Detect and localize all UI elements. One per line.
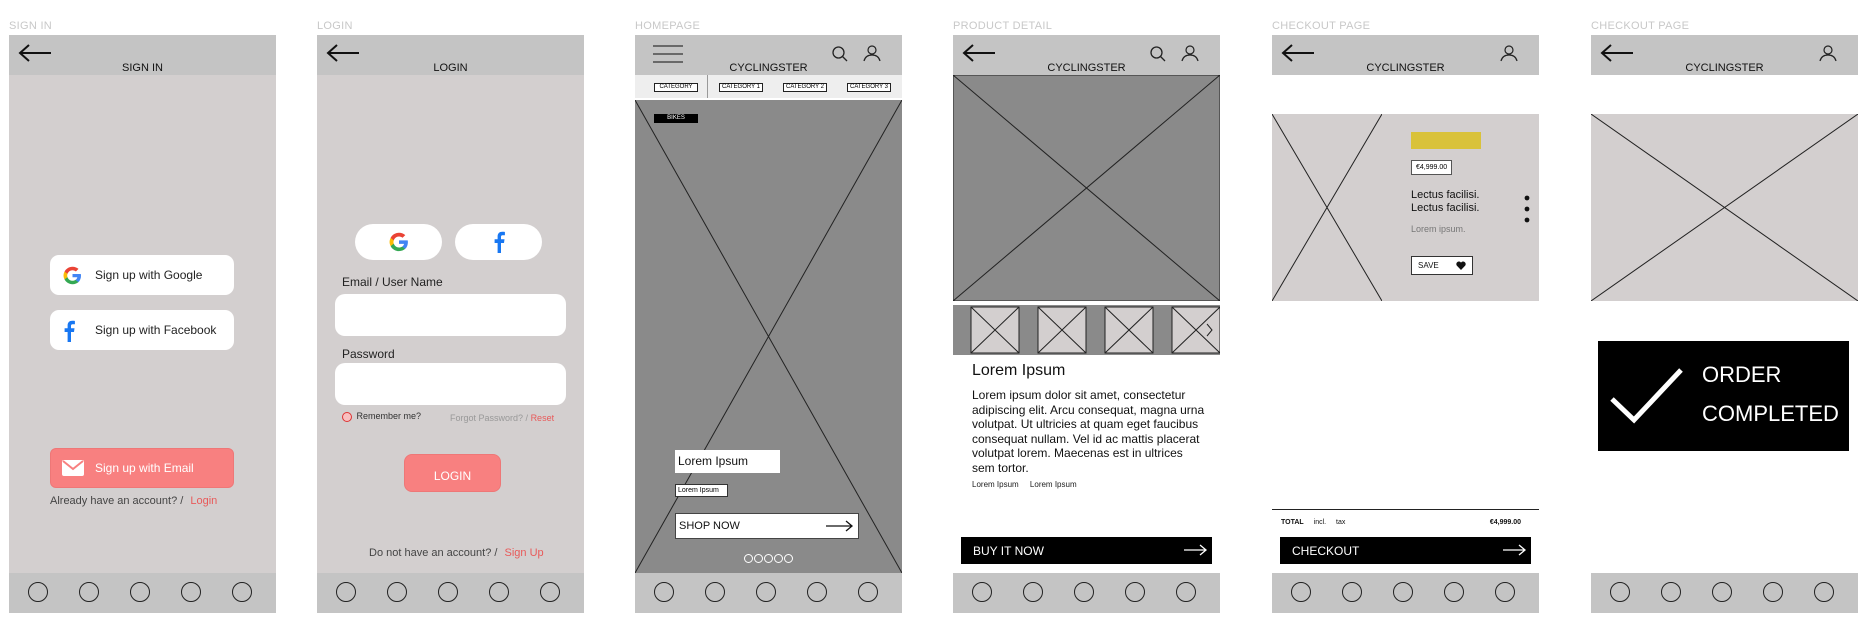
page-title: SIGN IN <box>122 62 163 74</box>
buy-now-button[interactable] <box>961 537 1212 564</box>
login-screen <box>317 35 584 613</box>
email-signup-label: Sign up with Email <box>95 461 194 475</box>
item-title-line-1: Lectus facilisi. <box>1411 189 1480 201</box>
facebook-signup-label: Sign up with Facebook <box>95 323 217 337</box>
brand-title: CYCLINGSTER <box>1047 62 1126 74</box>
email-label: Email / User Name <box>342 275 443 289</box>
item-price: €4,999.00 <box>1411 160 1452 175</box>
order-completed-text <box>1702 355 1839 433</box>
already-account-label: Already have an account? / <box>50 495 184 507</box>
item-title-line-2: Lectus facilisi. <box>1411 202 1480 214</box>
nav-dot-icon[interactable] <box>438 582 458 602</box>
cart-item-card <box>1272 114 1539 301</box>
nav-dot-icon[interactable] <box>1023 582 1043 602</box>
nav-dot-icon[interactable] <box>705 582 725 602</box>
nav-dot-icon[interactable] <box>1444 582 1464 602</box>
total-row <box>1281 519 1345 526</box>
category-tab[interactable]: CATEGORY 3 <box>847 83 891 92</box>
nav-dot-icon[interactable] <box>232 582 252 602</box>
price-tag-highlight <box>1411 132 1481 149</box>
nav-dot-icon[interactable] <box>336 582 356 602</box>
user-icon[interactable] <box>1500 44 1518 62</box>
google-icon <box>388 231 410 253</box>
product-description: Lorem ipsum dolor sit amet, consectetur adipiscing elit. Arcu consequat, magna urna volutpat. Ut ultricies at quam eget faucibus consequat nullam. Vel id ac mattis placerat volutpat lorem. Maecenas est in ultrices sem tortor. <box>972 388 1205 475</box>
hero-heading: Lorem Ipsum <box>675 450 780 473</box>
shop-now-button[interactable] <box>675 513 859 539</box>
facebook-icon <box>62 320 76 342</box>
save-button[interactable] <box>1411 256 1473 275</box>
label-checkout-page-2: CHECKOUT PAGE <box>1591 20 1690 32</box>
order-completed-line-1: ORDER <box>1702 362 1782 387</box>
nav-dot-icon[interactable] <box>1661 582 1681 602</box>
nav-dot-icon[interactable] <box>540 582 560 602</box>
nav-dot-icon[interactable] <box>79 582 99 602</box>
nav-dot-icon[interactable] <box>130 582 150 602</box>
carousel-dot[interactable] <box>764 554 773 563</box>
password-label: Password <box>342 347 395 361</box>
facebook-icon <box>492 231 506 253</box>
label-checkout-page: CHECKOUT PAGE <box>1272 20 1371 32</box>
nav-dot-icon[interactable] <box>1291 582 1311 602</box>
label-sign-in: SIGN IN <box>9 20 53 32</box>
home-bottom-nav <box>635 573 902 613</box>
completed-image-placeholder <box>1591 114 1858 301</box>
login-button[interactable] <box>404 454 501 492</box>
buy-now-label: BUY IT NOW <box>973 544 1044 558</box>
homepage-screen <box>635 35 902 613</box>
nav-dot-icon[interactable] <box>807 582 827 602</box>
signup-link[interactable]: Sign Up <box>504 547 544 559</box>
remember-checkbox-icon[interactable] <box>342 412 352 422</box>
item-subtitle: Lorem ipsum. <box>1411 224 1466 234</box>
item-title <box>1411 189 1479 215</box>
checkout-bottom-nav <box>1272 573 1539 613</box>
nav-dot-icon[interactable] <box>1495 582 1515 602</box>
category-tab[interactable]: CATEGORY 2 <box>783 83 827 92</box>
checkout-topbar <box>1272 35 1539 75</box>
hero-subheading: Lorem Ipsum <box>675 484 728 497</box>
nav-dot-icon[interactable] <box>489 582 509 602</box>
back-arrow-icon[interactable] <box>1599 43 1635 63</box>
reset-link[interactable]: Reset <box>530 413 555 423</box>
facebook-signup-button[interactable] <box>50 310 234 350</box>
user-icon[interactable] <box>1181 44 1199 62</box>
nav-dot-icon[interactable] <box>756 582 776 602</box>
arrow-right-icon <box>826 520 854 532</box>
product-meta-1: Lorem Ipsum <box>972 480 1019 489</box>
shop-now-label: SHOP NOW <box>679 520 740 532</box>
email-signup-button[interactable] <box>50 448 234 488</box>
no-account-text <box>369 547 544 559</box>
back-arrow-icon[interactable] <box>17 43 53 63</box>
forgot-password <box>450 413 554 423</box>
product-meta <box>972 480 1077 489</box>
no-account-label: Do not have an account? / <box>369 547 498 559</box>
google-signup-button[interactable] <box>50 255 234 295</box>
google-signup-label: Sign up with Google <box>95 268 203 282</box>
login-bottom-nav <box>317 573 584 613</box>
order-completed-screen <box>1591 35 1858 613</box>
category-bar <box>635 75 902 98</box>
tax-label: tax <box>1336 519 1346 526</box>
nav-dot-icon[interactable] <box>1176 582 1196 602</box>
carousel-dot[interactable] <box>774 554 783 563</box>
nav-dot-icon[interactable] <box>1814 582 1834 602</box>
brand-title: CYCLINGSTER <box>729 62 808 74</box>
product-bottom-nav <box>953 573 1220 613</box>
nav-dot-icon[interactable] <box>1393 582 1413 602</box>
order-completed-banner <box>1598 341 1849 451</box>
user-icon[interactable] <box>1819 44 1837 62</box>
nav-dot-icon[interactable] <box>1763 582 1783 602</box>
nav-dot-icon[interactable] <box>387 582 407 602</box>
signin-topbar <box>9 35 276 75</box>
checkmark-icon <box>1609 366 1685 424</box>
product-topbar <box>953 35 1220 75</box>
checkout-button[interactable] <box>1280 537 1531 564</box>
product-thumbnail-strip[interactable] <box>953 305 1220 355</box>
nav-dot-icon[interactable] <box>972 582 992 602</box>
nav-dot-icon[interactable] <box>1125 582 1145 602</box>
login-button-label: LOGIN <box>433 469 472 483</box>
heart-icon <box>1456 261 1466 270</box>
signin-bottom-nav <box>9 573 276 613</box>
arrow-right-icon <box>1503 544 1527 556</box>
category-tab[interactable]: CATEGORY <box>654 83 698 92</box>
product-title: Lorem Ipsum <box>972 362 1066 379</box>
brand-title: CYCLINGSTER <box>1366 62 1445 74</box>
forgot-label: Forgot Password? / <box>450 413 529 423</box>
checkout-label: CHECKOUT <box>1292 544 1360 558</box>
category-divider <box>707 75 708 98</box>
nav-dot-icon[interactable] <box>1610 582 1630 602</box>
search-icon[interactable] <box>1150 46 1166 62</box>
total-divider <box>1272 509 1539 510</box>
label-homepage: HOMEPAGE <box>635 20 701 32</box>
completed-bottom-nav <box>1591 573 1858 613</box>
product-detail-screen <box>953 35 1220 613</box>
product-image-placeholder <box>953 75 1220 301</box>
carousel-dot[interactable] <box>744 554 753 563</box>
brand-title: CYCLINGSTER <box>1685 62 1764 74</box>
page-title: LOGIN <box>433 62 468 74</box>
carousel-dot[interactable] <box>784 554 793 563</box>
back-arrow-icon[interactable] <box>325 43 361 63</box>
more-options-icon[interactable] <box>1524 194 1530 224</box>
product-meta-2: Lorem Ipsum <box>1029 480 1077 489</box>
nav-dot-icon[interactable] <box>181 582 201 602</box>
google-icon <box>62 265 83 286</box>
back-arrow-icon[interactable] <box>1280 43 1316 63</box>
facebook-login-button[interactable] <box>455 224 542 260</box>
nav-dot-icon[interactable] <box>28 582 48 602</box>
completed-topbar <box>1591 35 1858 75</box>
carousel-dot[interactable] <box>754 554 763 563</box>
nav-dot-icon[interactable] <box>654 582 674 602</box>
signin-screen <box>9 35 276 613</box>
search-icon[interactable] <box>832 46 848 62</box>
home-topbar <box>635 35 902 75</box>
nav-dot-icon[interactable] <box>1712 582 1732 602</box>
password-field[interactable] <box>335 363 566 405</box>
total-label: TOTAL <box>1281 519 1304 526</box>
checkout-screen <box>1272 35 1539 613</box>
total-price: €4,999.00 <box>1489 519 1521 526</box>
bikes-tag: BIKES <box>654 114 698 123</box>
email-field[interactable] <box>335 294 566 336</box>
hamburger-menu-icon[interactable] <box>653 45 683 63</box>
already-account-text <box>50 495 217 507</box>
mail-icon <box>62 460 84 476</box>
google-login-button[interactable] <box>355 224 442 260</box>
back-arrow-icon[interactable] <box>961 43 997 63</box>
category-tab[interactable]: CATEGORY 1 <box>719 83 763 92</box>
login-link[interactable]: Login <box>190 495 218 507</box>
user-icon[interactable] <box>863 44 881 62</box>
save-label: SAVE <box>1418 261 1439 270</box>
label-login: LOGIN <box>317 20 353 32</box>
nav-dot-icon[interactable] <box>858 582 878 602</box>
login-topbar <box>317 35 584 75</box>
remember-me[interactable] <box>342 411 421 422</box>
arrow-right-icon <box>1184 544 1208 556</box>
hero-image-placeholder <box>635 100 902 573</box>
order-completed-line-2: COMPLETED <box>1702 401 1839 426</box>
incl-label: incl. <box>1313 519 1327 526</box>
cart-item-image-placeholder <box>1272 114 1382 301</box>
label-product-detail: PRODUCT DETAIL <box>953 20 1053 32</box>
remember-label: Remember me? <box>356 411 422 421</box>
nav-dot-icon[interactable] <box>1342 582 1362 602</box>
nav-dot-icon[interactable] <box>1074 582 1094 602</box>
